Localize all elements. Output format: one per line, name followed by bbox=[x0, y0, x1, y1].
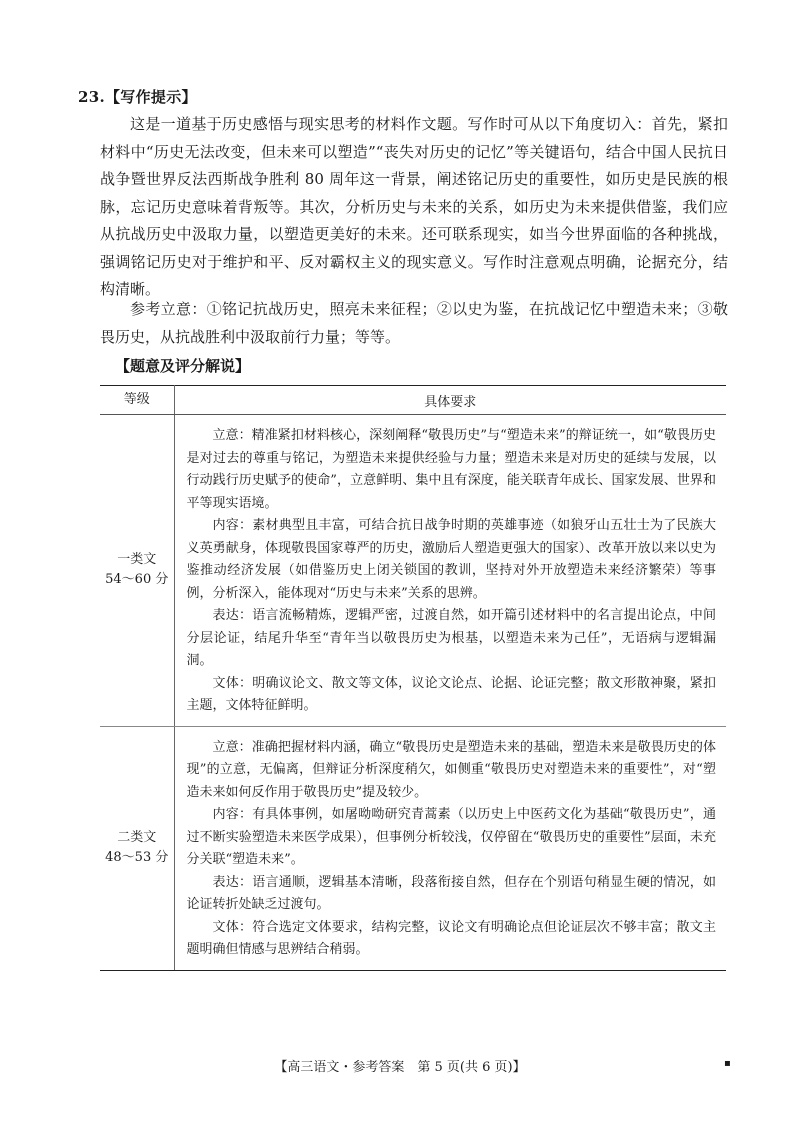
column-header-requirements: 具体要求 bbox=[174, 386, 726, 415]
writing-tip-paragraph: 这是一道基于历史感悟与现实思考的材料作文题。写作时可从以下角度切入：首先，紧扣材料中“历史无法改变，但未来可以塑造”“丧失对历史的记忆”等关键语句，结合中国人民抗日战争暨世界反法西斯战争胜利 80 周年这一背景，阐述铭记历史的重要性，如历史是民族的根脉，忘记历史意味着背叛等。其次，分析历史与未来的关系，如历史为未来提供借鉴，我们应从抗战历史中汲取力量，以塑造更美好的未来。还可联系现实，如当今世界面临的各种挑战，强调铭记历史对于维护和平、反对霸权主义的现实意义。写作时注意观点明确，论据充分，结构清晰。 bbox=[100, 115, 728, 298]
requirement-theme: 立意：准确把握材料内涵，确立“敬畏历史是塑造未来的基础，塑造未来是敬畏历史的体现”的立意，无偏离，但辩证分析深度稍欠，如侧重“敬畏历史对塑造未来的重要性”，对“塑造未来如何反作用于敬畏历史”提及较少。 bbox=[186, 739, 716, 800]
grade-level-range: 48～53 分 bbox=[105, 850, 169, 865]
scoring-heading: 【题意及评分解说】 bbox=[115, 357, 251, 375]
requirement-style: 文体：符合选定文体要求，结构完整，议论文有明确论点但论证层次不够丰富；散文主题明确但情感与思辨结合稍弱。 bbox=[186, 919, 716, 957]
grade-level-cell bbox=[100, 415, 174, 727]
scoring-table bbox=[100, 385, 726, 971]
grade-requirements-cell bbox=[174, 726, 726, 970]
grade-level-range: 54～60 分 bbox=[105, 572, 169, 588]
requirement-expression: 表达：语言流畅精炼，逻辑严密，过渡自然，如开篇引述材料中的名言提出论点，中间分层论证，结尾升华至“青年当以敬畏历史为根基，以塑造未来为己任”，无语病与逻辑漏洞。 bbox=[186, 608, 716, 668]
reference-theme-paragraph: 参考立意：①铭记抗战历史，照亮未来征程；②以史为鉴，在抗战记忆中塑造未来；③敬畏历史，从抗战胜利中汲取前行力量；等等。 bbox=[100, 300, 728, 346]
table-row bbox=[100, 726, 726, 970]
requirement-expression: 表达：语言通顺，逻辑基本清晰，段落衔接自然，但存在个别语句稍显生硬的情况，如论证转折处缺乏过渡句。 bbox=[186, 874, 716, 912]
grade-level-name: 一类文 bbox=[117, 552, 157, 568]
corner-mark: ▪ bbox=[724, 1058, 731, 1069]
requirement-style: 文体：明确议论文、散文等文体，议论文论点、论据、论证完整；散文形散神聚，紧扣主题，文体特征鲜明。 bbox=[186, 675, 716, 713]
requirement-content: 内容：素材典型且丰富，可结合抗日战争时期的英雄事迹（如狼牙山五壮士为了民族大义英勇献身，体现敬畏国家尊严的历史，激励后人塑造更强大的国家）、改革开放以来以史为鉴推动经济发展（如借鉴历史上闭关锁国的教训，坚持对外开放塑造未来经济繁荣）等事例，分析深入，能体现对“历史与未来”关系的思辨。 bbox=[186, 518, 716, 601]
column-header-level: 等级 bbox=[100, 386, 174, 415]
grade-level-cell bbox=[100, 726, 174, 970]
table-header-row bbox=[100, 386, 726, 415]
requirement-content: 内容：有具体事例，如屠呦呦研究青蒿素（以历史上中医药文化为基础“敬畏历史”，通过不断实验塑造未来医学成果），但事例分析较浅，仅停留在“敬畏历史的重要性”层面，未充分关联“塑造未来”。 bbox=[186, 807, 716, 867]
page-footer: 【高三语文・参考答案 第 5 页(共 6 页)】 bbox=[274, 1060, 526, 1075]
grade-level-name: 二类文 bbox=[117, 830, 157, 845]
requirement-theme: 立意：精准紧扣材料核心，深刻阐释“敬畏历史”与“塑造未来”的辩证统一，如“敬畏历史是对过去的尊重与铭记，为塑造未来提供经验与力量；塑造未来是对历史的延续与发展，以行动践行历史赋予的使命”，立意鲜明、集中且有深度，能关联青年成长、国家发展、世界和平等现实语境。 bbox=[186, 428, 716, 511]
grade-requirements-cell bbox=[174, 415, 726, 727]
table-row bbox=[100, 415, 726, 727]
question-heading: 23.【写作提示】 bbox=[78, 88, 197, 106]
